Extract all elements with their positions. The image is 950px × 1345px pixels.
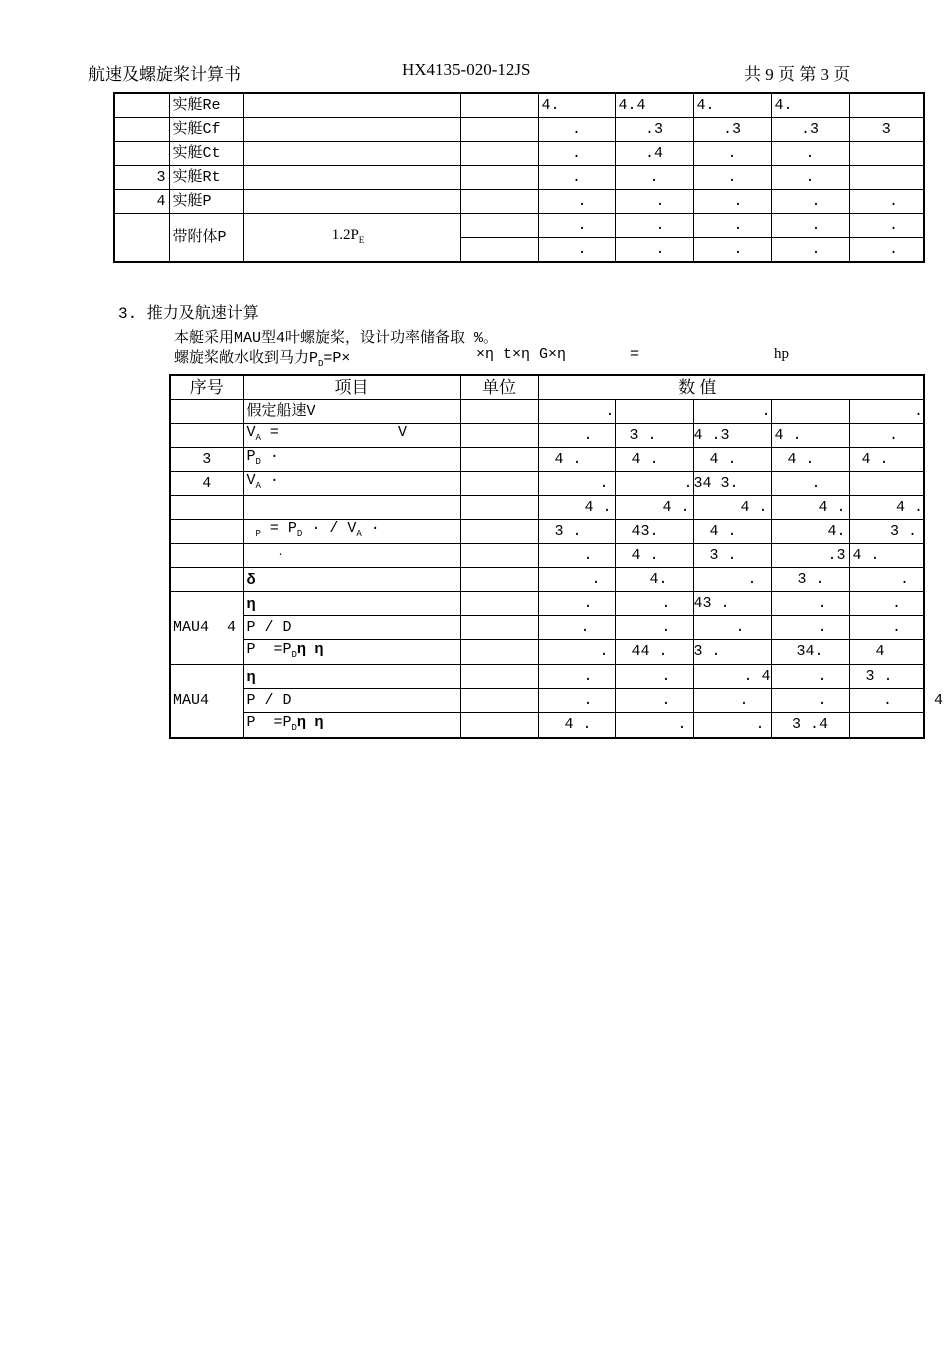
value-cell: .: [538, 544, 615, 568]
row-number: 4: [170, 472, 243, 496]
row-unit: [460, 640, 538, 665]
power-formula-label: 螺旋桨敞水收到马力P: [174, 350, 319, 367]
value-cell: 4 .: [693, 496, 771, 520]
item-subscript: A: [356, 529, 362, 539]
row-formula: [243, 118, 460, 142]
item-symbol: V: [246, 472, 256, 489]
item-symbol: P =P: [246, 641, 292, 658]
row-item: [243, 424, 460, 448]
item-symbol: P =P: [246, 714, 292, 731]
row-unit: [460, 665, 538, 689]
value-cell: .: [693, 190, 771, 214]
table-row: [170, 496, 924, 520]
row-number: [114, 118, 169, 142]
row-item: 假定船速V: [243, 400, 460, 424]
value-cell: 3 .: [693, 640, 771, 665]
value-cell: .: [615, 472, 693, 496]
row-number: [114, 93, 169, 118]
value-cell: 4: [849, 640, 924, 665]
value-cell: 3 .: [538, 520, 615, 544]
value-cell: 34 3.: [693, 472, 771, 496]
row-number: 4: [114, 190, 169, 214]
value-cell: .: [615, 166, 693, 190]
row-unit: [460, 568, 538, 592]
item-symbol: V: [246, 424, 256, 441]
power-formula-part: =P×: [323, 350, 351, 367]
value-cell: .3: [771, 544, 849, 568]
row-item: 带附体P: [169, 214, 243, 263]
value-cell: .: [538, 400, 615, 424]
row-number: [170, 400, 243, 424]
value-cell: 4 .: [615, 544, 693, 568]
value-cell: .: [615, 238, 693, 263]
value-cell: .: [615, 190, 693, 214]
row-number: 3: [114, 166, 169, 190]
item-subscript: A: [255, 481, 261, 491]
row-item: 实艇P: [169, 190, 243, 214]
table-row: [114, 118, 924, 142]
value-cell: .: [849, 400, 924, 424]
doc-title: 航速及螺旋桨计算书: [88, 65, 241, 84]
value-cell: .: [693, 142, 771, 166]
row-item: ·: [243, 544, 460, 568]
value-cell: 4 .3: [693, 424, 771, 448]
value-cell: 44 .: [615, 640, 693, 665]
row-number: 3: [170, 448, 243, 472]
formula-main: 1.2P: [331, 227, 359, 243]
value-cell: 4 .: [615, 448, 693, 472]
value-cell: 4.4: [615, 93, 693, 118]
value-cell: .: [693, 166, 771, 190]
row-item: 实艇Cf: [169, 118, 243, 142]
row-unit: [460, 214, 538, 238]
col-header-unit: 单位: [460, 375, 538, 400]
value-cell: .: [849, 616, 924, 640]
value-cell: 4 .: [849, 448, 924, 472]
value-cell: 3 .4: [771, 713, 849, 739]
row-item: P / D: [243, 689, 460, 713]
page-indicator: 共 9 页 第 3 页: [744, 65, 851, 84]
value-cell: 4 .: [538, 448, 615, 472]
row-number: [170, 544, 243, 568]
item-operator: η η: [296, 640, 324, 657]
table-row: [170, 400, 924, 424]
power-formula: [174, 346, 874, 369]
value-cell: 4 .: [771, 424, 849, 448]
value-cell: 4.: [771, 93, 849, 118]
value-cell: .: [538, 424, 615, 448]
value-cell: 4.: [615, 568, 693, 592]
row-item: 实艇Re: [169, 93, 243, 118]
col-header-number: 序号: [170, 375, 243, 400]
value-cell: [849, 142, 924, 166]
value-cell: 3 .: [693, 544, 771, 568]
value-cell: .: [615, 713, 693, 739]
row-unit: [460, 448, 538, 472]
value-cell: .: [615, 214, 693, 238]
value-cell: [849, 713, 924, 739]
value-cell: 3 .: [849, 665, 924, 689]
power-formula-efficiency: ×η t×η G×η: [476, 346, 567, 363]
row-item: η: [243, 665, 460, 689]
value-cell: 4 .: [849, 496, 924, 520]
table-row: [170, 616, 924, 640]
value-cell: .: [538, 616, 615, 640]
item-subscript: D: [291, 650, 297, 660]
value-cell: .: [693, 214, 771, 238]
value-cell: [849, 166, 924, 190]
row-unit: [460, 93, 538, 118]
power-formula-equals: =: [630, 346, 640, 363]
row-formula: [243, 166, 460, 190]
value-cell: .: [771, 665, 849, 689]
item-subscript: D: [296, 529, 303, 539]
value-cell: 4 .: [771, 496, 849, 520]
row-formula: [243, 93, 460, 118]
row-formula: [243, 214, 460, 263]
table-row: [170, 592, 924, 616]
table-row: [170, 689, 924, 713]
value-cell: .: [538, 214, 615, 238]
propeller-group-label: MAU4 4: [170, 592, 243, 665]
propeller-table: [169, 374, 944, 739]
value-cell: .: [538, 166, 615, 190]
value-cell: 4 .: [693, 520, 771, 544]
col-header-values: 数 值: [538, 375, 924, 400]
row-unit: [460, 424, 538, 448]
value-cell: .: [771, 142, 849, 166]
table-row: [170, 665, 924, 689]
value-cell: 4 .: [538, 496, 615, 520]
item-operator: =: [260, 424, 279, 441]
row-formula: [243, 142, 460, 166]
row-number: [114, 142, 169, 166]
value-cell: .: [615, 689, 693, 713]
value-cell: .4: [615, 142, 693, 166]
doc-number: HX4135-020-12JS: [402, 60, 531, 79]
value-cell: .: [615, 592, 693, 616]
value-cell: .: [538, 689, 615, 713]
table-row: [170, 544, 924, 568]
table-header-row: [170, 375, 924, 400]
value-cell: 4 .: [771, 448, 849, 472]
value-cell: 3 .: [849, 520, 924, 544]
value-cell: .: [538, 118, 615, 142]
row-number: [170, 568, 243, 592]
resistance-table: [113, 92, 925, 263]
value-cell: .: [538, 238, 615, 263]
row-unit: [460, 520, 538, 544]
value-cell: .: [615, 616, 693, 640]
item-operator: η η: [296, 713, 324, 730]
row-item: η: [243, 592, 460, 616]
row-item: [243, 448, 460, 472]
value-cell: .: [849, 238, 924, 263]
value-cell: [849, 689, 944, 713]
value-cell: .3: [771, 118, 849, 142]
row-item: [243, 496, 460, 520]
table-row: [170, 568, 924, 592]
table-row: [170, 424, 924, 448]
value-cell: [849, 472, 924, 496]
value-cell: .: [771, 166, 849, 190]
value-cell: .: [693, 400, 771, 424]
row-item: [243, 472, 460, 496]
table-row: [114, 93, 924, 118]
value-cell: 4 .: [615, 496, 693, 520]
item-operator: ·: [361, 520, 380, 537]
value-cell: .: [849, 214, 924, 238]
row-unit: [460, 689, 538, 713]
row-item: [243, 520, 460, 544]
item-subscript: P: [255, 529, 261, 539]
value-cell: .: [538, 142, 615, 166]
row-item: [243, 713, 460, 739]
item-operator: = P: [260, 520, 297, 537]
value-cell: 4.: [538, 93, 615, 118]
row-item: 实艇Rt: [169, 166, 243, 190]
value-cell: .: [538, 190, 615, 214]
item-subscript: D: [291, 723, 297, 733]
value-cell: .: [771, 190, 849, 214]
row-unit: [460, 400, 538, 424]
row-number: [170, 496, 243, 520]
col-header-item: 项目: [243, 375, 460, 400]
value-cell: [615, 400, 693, 424]
value-cell: .: [771, 592, 849, 616]
value-cell: 3: [849, 118, 924, 142]
value-cell: .: [693, 238, 771, 263]
item-operator: · / V: [302, 520, 357, 537]
table-row: [114, 142, 924, 166]
table-row: [170, 640, 924, 665]
value-cell: .: [849, 592, 924, 616]
value-cell: .: [771, 214, 849, 238]
table-row: [114, 214, 924, 238]
value-cell: .: [693, 568, 771, 592]
row-unit: [460, 616, 538, 640]
section-description: 本艇采用MAU型4叶螺旋桨，设计功率储备取 %。: [174, 330, 499, 347]
table-row: [170, 713, 924, 739]
row-unit: [460, 544, 538, 568]
value-cell: .3: [615, 118, 693, 142]
row-unit: [460, 166, 538, 190]
value-cell: 4 .: [693, 448, 771, 472]
row-unit: [460, 238, 538, 263]
value-cell: 4 .: [849, 544, 924, 568]
table-row: [114, 190, 924, 214]
table-row: [170, 448, 924, 472]
value-cell: .: [849, 190, 924, 214]
table-row: [114, 166, 924, 190]
value-cell: .: [771, 472, 849, 496]
value-cell: .: [849, 568, 924, 592]
value-cell: .: [693, 689, 771, 713]
value-cell: .: [538, 472, 615, 496]
value-text: .: [882, 691, 892, 709]
value-cell: .: [538, 568, 615, 592]
value-cell: .: [538, 665, 615, 689]
power-formula-sub: D: [318, 359, 324, 369]
item-operator: ·: [260, 448, 279, 465]
item-operator: ·: [260, 472, 279, 489]
value-cell: 43 .: [693, 592, 771, 616]
value-cell: 43.: [615, 520, 693, 544]
row-item: P / D: [243, 616, 460, 640]
value-cell: [849, 93, 924, 118]
value-cell: .3: [693, 118, 771, 142]
value-cell: . 4: [693, 665, 771, 689]
value-cell: 4.: [771, 520, 849, 544]
row-unit: [460, 713, 538, 739]
row-item: δ: [243, 568, 460, 592]
value-cell: .: [849, 424, 924, 448]
value-cell: .: [771, 616, 849, 640]
row-number: [170, 520, 243, 544]
row-unit: [460, 118, 538, 142]
value-cell: 4.: [693, 93, 771, 118]
value-cell: .: [771, 238, 849, 263]
item-unit-symbol: V: [397, 424, 407, 441]
value-cell: .: [538, 640, 615, 665]
item-subscript: A: [255, 433, 261, 443]
row-unit: [460, 472, 538, 496]
power-formula-unit: hp: [774, 346, 789, 362]
value-cell: 34.: [771, 640, 849, 665]
row-unit: [460, 190, 538, 214]
formula-sub: E: [358, 235, 365, 245]
value-cell: 3 .: [771, 568, 849, 592]
row-unit: [460, 592, 538, 616]
value-cell: [771, 400, 849, 424]
row-unit: [460, 496, 538, 520]
section-title: 3. 推力及航速计算: [118, 305, 259, 323]
row-item: 实艇Ct: [169, 142, 243, 166]
value-cell: 3 .: [615, 424, 693, 448]
value-cell: .: [538, 592, 615, 616]
row-item: [243, 640, 460, 665]
value-cell: .: [615, 665, 693, 689]
item-subscript: D: [255, 457, 261, 467]
row-number: [170, 424, 243, 448]
value-cell: .: [693, 713, 771, 739]
row-number: [114, 214, 169, 263]
table-row: [170, 472, 924, 496]
value-cell: .: [693, 616, 771, 640]
table-row: [170, 520, 924, 544]
row-formula: [243, 190, 460, 214]
overflow-value: 4: [934, 691, 944, 709]
propeller-group-label: MAU4: [170, 665, 243, 739]
item-symbol: P: [246, 448, 256, 465]
value-cell: .: [771, 689, 849, 713]
row-unit: [460, 142, 538, 166]
value-cell: 4 .: [538, 713, 615, 739]
